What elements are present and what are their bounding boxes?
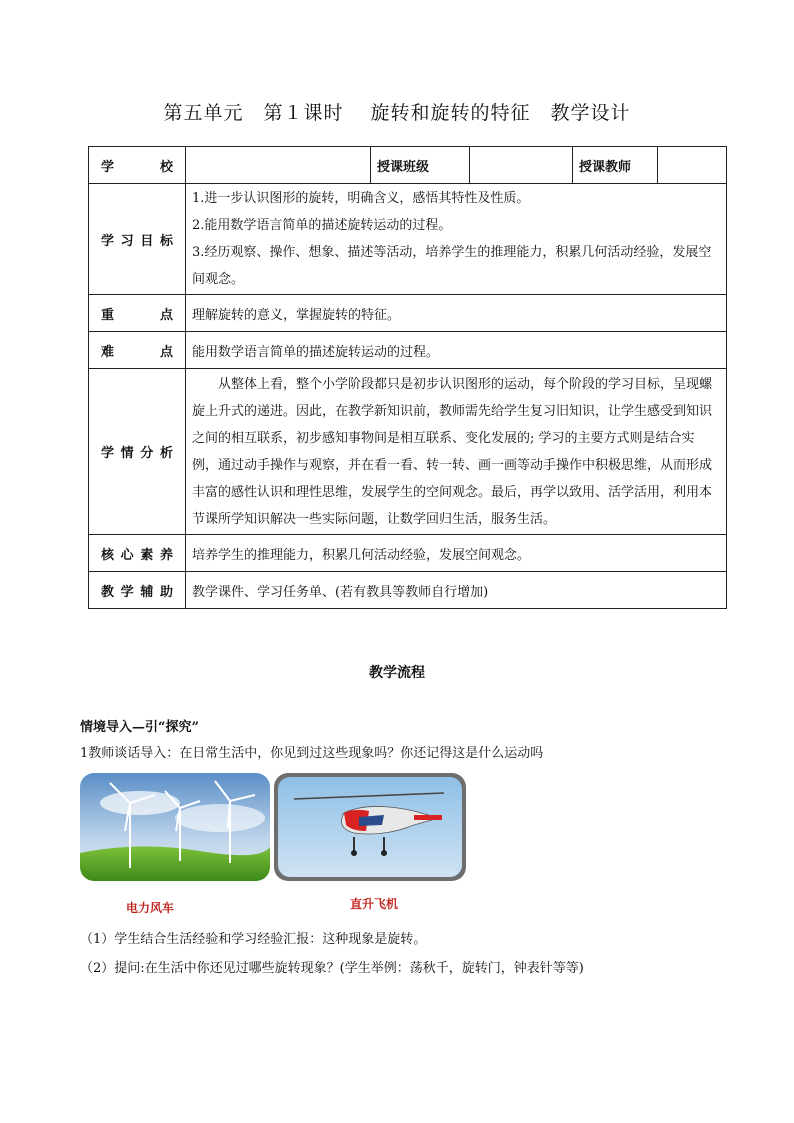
teacher-label: 授课教师 — [573, 147, 658, 184]
literacy-label: 核心素养 — [89, 535, 186, 572]
analysis-label: 学情分析 — [89, 369, 186, 535]
difficult-label: 难 点 — [89, 332, 186, 369]
helicopter-image — [274, 773, 466, 881]
class-value — [470, 147, 573, 184]
school-value — [186, 147, 371, 184]
goals-content — [186, 184, 727, 295]
aids-content: 教学课件、学习任务单、(若有教具等教师自行增加) — [186, 572, 727, 609]
class-label: 授课班级 — [371, 147, 470, 184]
goals-label: 学习目标 — [89, 184, 186, 295]
teacher-value — [658, 147, 727, 184]
page-title: 第五单元 第１课时 旋转和旋转的特征 教学设计 — [163, 102, 631, 124]
helicopter-caption: 直升飞机 — [350, 897, 399, 911]
goal-3: 3.经历观察、操作、想象、描述等活动，培养学生的推理能力，积累几何活动经验，发展空间观念。 — [192, 245, 712, 287]
goal-1: 1.进一步认识图形的旋转，明确含义，感悟其特性及性质。 — [192, 191, 530, 206]
intro-question: 1教师谈话导入：在日常生活中，你见到过这些现象吗？你还记得这是什么运动吗 — [80, 746, 544, 761]
wind-turbine-caption: 电力风车 — [126, 901, 175, 915]
flow-title: 教学流程 — [369, 665, 425, 681]
difficult-content: 能用数学语言简单的描述旋转运动的过程。 — [186, 332, 727, 369]
answer-line-2: （2）提问:在生活中你还见过哪些旋转现象？(学生举例：荡秋千，旋转门，钟表针等等) — [80, 961, 584, 976]
lesson-info-table — [88, 146, 727, 609]
aids-label: 教学辅助 — [89, 572, 186, 609]
goal-2: 2.能用数学语言简单的描述旋转运动的过程。 — [192, 218, 452, 233]
intro-heading: 情境导入—引“探究” — [80, 720, 199, 735]
analysis-content: 从整体上看，整个小学阶段都只是初步认识图形的运动，每个阶段的学习目标，呈现螺旋上升式的递进。因此，在教学新知识前，教师需先给学生复习旧知识，让学生感受到知识之间的相互联系，初步感知事物间是相互联系、变化发展的; 学习的主要方式则是结合实例，通过动手操作与观察，并在看一看、转一转、画一画等动手操作中积极思维，从而形成丰富的感性认识和理性思维，发展学生的空间观念。最后，再学以致用、活学活用，利用本节课所学知识解决一些实际问题，让数学回归生活，服务生活。 — [192, 376, 713, 527]
answer-line-1: （1）学生结合生活经验和学习经验汇报：这种现象是旋转。 — [80, 932, 427, 947]
school-label: 学 校 — [89, 147, 186, 184]
key-label: 重 点 — [89, 295, 186, 332]
wind-turbine-image — [80, 773, 270, 881]
key-content: 理解旋转的意义，掌握旋转的特征。 — [186, 295, 727, 332]
literacy-content: 培养学生的推理能力，积累几何活动经验，发展空间观念。 — [186, 535, 727, 572]
